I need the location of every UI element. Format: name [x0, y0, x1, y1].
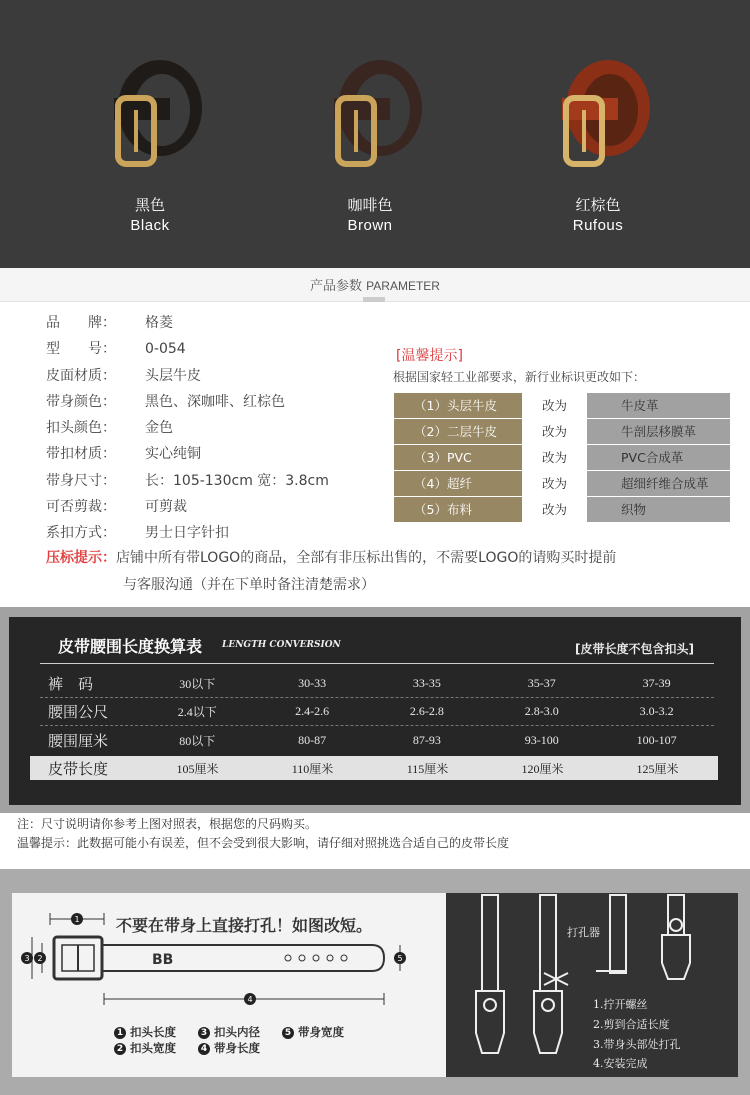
color-name-en: Black — [130, 217, 170, 234]
size-cell: 80-87 — [298, 732, 327, 747]
stamp-notice — [46, 545, 616, 599]
material-row — [394, 445, 730, 471]
legend-text: 带身长度 — [214, 1041, 260, 1055]
material-verb: 改为 — [522, 419, 587, 444]
legend-number: 5 — [282, 1027, 294, 1039]
svg-text:5: 5 — [397, 954, 403, 963]
legend-item-buckle-length — [114, 1024, 176, 1040]
material-verb: 改为 — [522, 445, 587, 470]
parameter-title-en: PARAMETER — [366, 279, 440, 293]
size-row-belt-length — [30, 756, 718, 780]
color-swatch-brown[interactable] — [290, 50, 450, 234]
size-table-title: 皮带腰围长度换算表 — [58, 637, 203, 656]
size-cell: 35-37 — [527, 675, 556, 690]
spec-label: 型 号： — [46, 341, 116, 357]
legend-item-strap-length — [198, 1040, 260, 1056]
size-table-title-en: LENGTH CONVERSION — [222, 640, 341, 650]
size-cell: 105厘米 — [176, 761, 219, 776]
stamp-notice-line1: 店铺中所有带LOGO的商品，全部有非压标出售的，不需要LOGO的请购买时提前 — [116, 550, 617, 566]
size-row-header: 裤 码 — [48, 674, 94, 693]
legend-text: 扣头长度 — [130, 1025, 176, 1039]
parameter-title — [0, 275, 750, 294]
size-cell: 87-93 — [412, 732, 441, 747]
step-item: 4.安装完成 — [593, 1057, 648, 1070]
legend-text: 扣头内径 — [214, 1025, 260, 1039]
svg-text:4: 4 — [247, 995, 253, 1004]
material-new: 牛皮革 — [587, 393, 730, 418]
spec-row-fastening — [46, 522, 229, 542]
belt-rufous-icon — [538, 50, 658, 180]
material-verb: 改为 — [522, 497, 587, 522]
size-table-divider — [40, 663, 714, 664]
spec-value: 可剪裁 — [145, 499, 187, 515]
color-name-en: Brown — [347, 217, 393, 234]
stamp-notice-label: 压标提示： — [46, 550, 116, 566]
legend-item-strap-width — [282, 1024, 344, 1040]
material-row — [394, 471, 730, 497]
size-cell: 2.4-2.6 — [295, 703, 330, 718]
step-item: 2.剪到合适长度 — [593, 1018, 670, 1031]
svg-text:2: 2 — [37, 954, 43, 963]
spec-label: 系扣方式： — [46, 525, 116, 541]
color-name-cn: 黑色 — [134, 196, 165, 214]
size-row-header: 皮带长度 — [48, 759, 109, 778]
material-change-table — [394, 393, 730, 523]
spec-row-model — [46, 338, 186, 358]
spec-value: 格菱 — [145, 315, 173, 331]
size-cell: 2.6-2.8 — [409, 703, 444, 718]
color-name-en: Rufous — [572, 217, 624, 234]
material-new: PVC合成革 — [587, 445, 730, 470]
material-old: （3）PVC — [394, 445, 522, 470]
spec-row-brand — [46, 312, 173, 332]
material-verb: 改为 — [522, 393, 587, 418]
spec-label: 皮面材质： — [46, 368, 116, 384]
spec-row-leather — [46, 365, 201, 385]
svg-text:1: 1 — [74, 915, 80, 924]
size-cell: 125厘米 — [636, 761, 679, 776]
spec-row-buckle-material — [46, 443, 201, 463]
legend-item-buckle-width — [114, 1040, 176, 1056]
punch-tool-label: 打孔器 — [567, 926, 600, 939]
size-footnote: 温馨提示：此数据可能小有误差，但不会受到很大影响，请仔细对照挑选合适自己的皮带长度 — [17, 836, 510, 850]
spec-label: 带身颜色： — [46, 394, 116, 410]
spec-row-size — [46, 470, 329, 490]
material-old: （2）二层牛皮 — [394, 419, 522, 444]
color-swatch-black[interactable] — [70, 50, 230, 234]
spec-value: 实心纯铜 — [145, 446, 201, 462]
size-row-header: 腰围厘米 — [48, 731, 109, 750]
size-cell: 30以下 — [179, 676, 216, 691]
size-cell: 33-35 — [412, 675, 441, 690]
size-cell: 2.4以下 — [177, 704, 217, 719]
size-cell: 110厘米 — [291, 761, 334, 776]
material-old: （5）布料 — [394, 497, 522, 522]
legend-number: 1 — [114, 1027, 126, 1039]
step-item: 3.带身头部处打孔 — [593, 1038, 681, 1051]
stamp-notice-line2: 与客服沟通（并在下单时备注清楚需求） — [123, 577, 375, 593]
spec-row-strap-color — [46, 391, 285, 411]
spec-value: 头层牛皮 — [145, 368, 201, 384]
svg-text:3: 3 — [24, 954, 30, 963]
material-old: （4）超纤 — [394, 471, 522, 496]
spec-value: 0-054 — [145, 341, 186, 357]
warm-notice-title: [温馨提示] — [396, 348, 463, 364]
shorten-steps-drawing — [446, 893, 738, 1077]
material-row — [394, 393, 730, 419]
spec-value: 长：105-130cm 宽：3.8cm — [145, 473, 329, 489]
legend-item-buckle-inner — [198, 1024, 260, 1040]
warm-notice-subtitle: 根据国家轻工业部要求，新行业标识更改如下： — [393, 370, 646, 384]
size-cell: 115厘米 — [406, 761, 449, 776]
size-table-note: [皮带长度不包含扣头] — [575, 642, 694, 656]
size-row-waist-m — [40, 697, 714, 725]
header-divider-tick — [363, 297, 385, 302]
legend-text: 扣头宽度 — [130, 1041, 176, 1055]
size-cell: 3.0-3.2 — [639, 703, 674, 718]
belt-brown-icon — [310, 50, 430, 180]
size-row-pants — [40, 669, 714, 697]
material-new: 超细纤维合成革 — [587, 471, 730, 496]
size-footnote: 注：尺寸说明请你参考上图对照表，根据您的尺码购买。 — [17, 817, 318, 831]
size-cell: 37-39 — [642, 675, 671, 690]
size-row-waist-cm — [40, 726, 714, 754]
size-cell: 100-107 — [636, 732, 677, 747]
spec-value: 男士日字针扣 — [145, 525, 229, 541]
spec-row-buckle-color — [46, 417, 173, 437]
legend-text: 带身宽度 — [298, 1025, 344, 1039]
material-row — [394, 497, 730, 523]
size-row-header: 腰围公尺 — [48, 702, 109, 721]
spec-label: 可否剪裁： — [46, 499, 116, 515]
material-new: 牛剖层移膜革 — [587, 419, 730, 444]
parameter-title-cn: 产品参数 — [310, 279, 363, 294]
color-swatch-rufous[interactable] — [518, 50, 678, 234]
legend-number: 2 — [114, 1043, 126, 1055]
diagram-headline: 不要在带身上直接打孔！如图改短。 — [116, 916, 373, 935]
belt-black-icon — [90, 50, 210, 180]
spec-label: 带身尺寸： — [46, 473, 116, 489]
svg-text:BB: BB — [152, 952, 174, 968]
size-cell: 30-33 — [298, 675, 327, 690]
spec-row-cuttable — [46, 496, 187, 516]
legend-number: 4 — [198, 1043, 210, 1055]
spec-label: 带扣材质： — [46, 446, 116, 462]
color-name-cn: 咖啡色 — [347, 196, 393, 214]
spec-value: 黑色、深咖啡、红棕色 — [145, 394, 285, 410]
size-cell: 93-100 — [524, 732, 559, 747]
size-cell: 2.8-3.0 — [524, 703, 559, 718]
spec-value: 金色 — [145, 420, 173, 436]
spec-label: 扣头颜色： — [46, 420, 116, 436]
spec-label: 品 牌： — [46, 315, 116, 331]
material-row — [394, 419, 730, 445]
material-old: （1）头层牛皮 — [394, 393, 522, 418]
material-verb: 改为 — [522, 471, 587, 496]
size-cell: 80以下 — [179, 733, 216, 748]
material-new: 织物 — [587, 497, 730, 522]
color-name-cn: 红棕色 — [575, 196, 621, 214]
legend-number: 3 — [198, 1027, 210, 1039]
step-item: 1.拧开螺丝 — [593, 998, 648, 1011]
size-cell: 120厘米 — [521, 761, 564, 776]
